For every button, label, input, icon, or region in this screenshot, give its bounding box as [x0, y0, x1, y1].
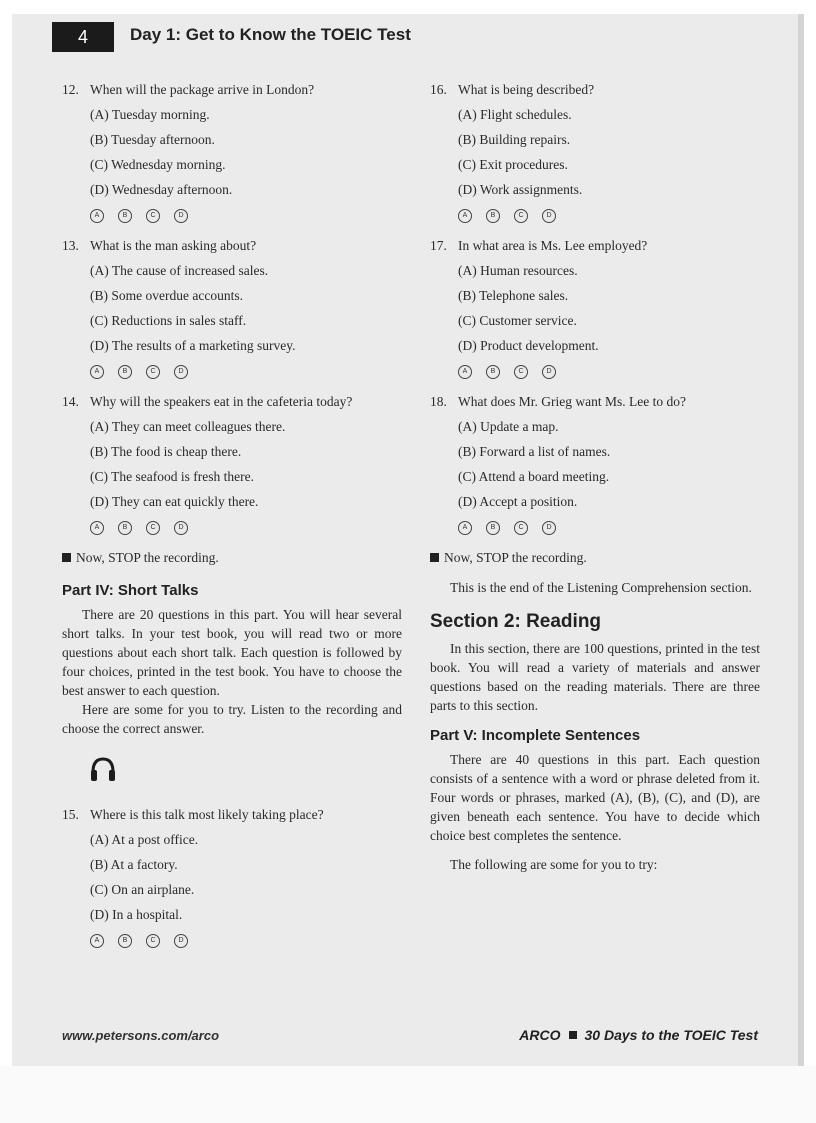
- question-item: [430, 390, 760, 542]
- question-text: What does Mr. Grieg want Ms. Lee to do?: [458, 394, 686, 409]
- answer-option: (B) Telephone sales.: [458, 288, 569, 303]
- footer-book-info: [519, 1027, 758, 1043]
- answer-bubble[interactable]: A: [90, 365, 104, 379]
- answer-bubbles: [62, 514, 402, 542]
- question-number: 16.: [430, 82, 447, 97]
- section-2-heading: Section 2: Reading: [430, 611, 602, 632]
- part-v-try-line: The following are some for you to try:: [450, 857, 658, 872]
- answer-bubble[interactable]: B: [118, 521, 132, 535]
- answer-bubble[interactable]: D: [174, 209, 188, 223]
- answer-option: (D) Accept a position.: [458, 494, 578, 509]
- answer-option: (B) At a factory.: [90, 857, 178, 872]
- part-v-heading: Part V: Incomplete Sentences: [430, 727, 641, 744]
- answer-bubble[interactable]: B: [118, 934, 132, 948]
- answer-option: (A) Update a map.: [458, 419, 559, 434]
- answer-bubble[interactable]: D: [174, 521, 188, 535]
- answer-bubbles: [430, 358, 760, 386]
- scan-margin: [0, 1066, 816, 1123]
- answer-bubble[interactable]: A: [90, 209, 104, 223]
- question-list: [62, 78, 402, 542]
- answer-bubble[interactable]: C: [146, 521, 160, 535]
- question-stem: [430, 390, 760, 414]
- answer-bubbles: [430, 202, 760, 230]
- answer-bubble[interactable]: A: [458, 521, 472, 535]
- answer-option: (C) Reductions in sales staff.: [90, 313, 247, 328]
- answer-option: (D) Product development.: [458, 338, 599, 353]
- answer-option: (D) Work assignments.: [458, 182, 583, 197]
- answer-bubbles: [430, 514, 760, 542]
- stop-instruction: Now, STOP the recording.: [62, 546, 402, 570]
- answer-option: (C) Wednesday morning.: [90, 157, 226, 172]
- part-iv-heading: Part IV: Short Talks: [62, 582, 199, 599]
- answer-bubble[interactable]: C: [514, 209, 528, 223]
- answer-option: (A) Tuesday morning.: [90, 107, 210, 122]
- question-item: [430, 234, 760, 386]
- answer-option: (A) Flight schedules.: [458, 107, 572, 122]
- answer-option: (C) Attend a board meeting.: [458, 469, 610, 484]
- question-list: [430, 78, 760, 542]
- answer-option: (B) The food is cheap there.: [90, 444, 242, 459]
- question-item: [62, 234, 402, 386]
- stop-instruction: Now, STOP the recording.: [430, 546, 760, 570]
- part-iv-instruction: Here are some for you to try. Listen to the recording and choose the correct answer.: [62, 702, 402, 736]
- answer-option: (C) Exit procedures.: [458, 157, 568, 172]
- answer-option: (A) The cause of increased sales.: [90, 263, 269, 278]
- question-text: What is the man asking about?: [90, 238, 257, 253]
- question-text: When will the package arrive in London?: [90, 82, 315, 97]
- square-bullet-icon: [430, 553, 439, 562]
- question-stem: [430, 234, 760, 258]
- question-number: 12.: [62, 82, 79, 97]
- section-2-paragraph: In this section, there are 100 questions, printed in the test book. You will read a variety of materials and answer questions based on the reading materials. There are three parts to this section.: [430, 641, 760, 713]
- answer-option: (B) Forward a list of names.: [458, 444, 611, 459]
- answer-bubble[interactable]: C: [146, 209, 160, 223]
- answer-bubble[interactable]: B: [118, 365, 132, 379]
- question-text: In what area is Ms. Lee employed?: [458, 238, 648, 253]
- answer-bubbles: [62, 358, 402, 386]
- page-number-tab: 4: [52, 22, 114, 52]
- answer-bubble[interactable]: B: [118, 209, 132, 223]
- question-item: [62, 803, 402, 955]
- answer-bubbles: [62, 927, 402, 955]
- answer-bubble[interactable]: C: [146, 934, 160, 948]
- footer-website: www.petersons.com/arco: [62, 1028, 220, 1043]
- question-item: [430, 78, 760, 230]
- answer-bubble[interactable]: B: [486, 521, 500, 535]
- question-text: Where is this talk most likely taking place?: [90, 807, 324, 822]
- question-item: [62, 78, 402, 230]
- answer-option: (D) The results of a marketing survey.: [90, 338, 296, 353]
- answer-bubble[interactable]: A: [90, 521, 104, 535]
- answer-bubble[interactable]: C: [146, 365, 160, 379]
- question-stem: [62, 234, 402, 258]
- answer-option: (D) Wednesday afternoon.: [90, 182, 233, 197]
- question-number: 18.: [430, 394, 447, 409]
- answer-bubble[interactable]: A: [90, 934, 104, 948]
- footer-publisher: ARCO: [519, 1027, 561, 1043]
- answer-bubble[interactable]: A: [458, 209, 472, 223]
- question-stem: [430, 78, 760, 102]
- right-column: [430, 78, 760, 874]
- page-title: Day 1: Get to Know the TOEIC Test: [130, 25, 411, 44]
- question-text: What is being described?: [458, 82, 595, 97]
- square-bullet-icon: [569, 1031, 577, 1039]
- answer-bubble[interactable]: C: [514, 521, 528, 535]
- headphones-icon: [88, 754, 118, 784]
- answer-option: (A) Human resources.: [458, 263, 578, 278]
- answer-bubble[interactable]: D: [174, 365, 188, 379]
- answer-bubble[interactable]: D: [542, 209, 556, 223]
- question-stem: [62, 390, 402, 414]
- question-item: [62, 390, 402, 542]
- answer-bubble[interactable]: D: [174, 934, 188, 948]
- question-list: [62, 803, 402, 955]
- question-number: 15.: [62, 807, 79, 822]
- answer-bubble[interactable]: B: [486, 365, 500, 379]
- answer-option: (B) Building repairs.: [458, 132, 571, 147]
- answer-option: (B) Some overdue accounts.: [90, 288, 243, 303]
- answer-bubbles: [62, 202, 402, 230]
- answer-bubble[interactable]: A: [458, 365, 472, 379]
- answer-option: (C) Customer service.: [458, 313, 577, 328]
- answer-bubble[interactable]: D: [542, 521, 556, 535]
- question-number: 17.: [430, 238, 447, 253]
- answer-option: (C) The seafood is fresh there.: [90, 469, 254, 484]
- answer-option: (D) They can eat quickly there.: [90, 494, 259, 509]
- square-bullet-icon: [62, 553, 71, 562]
- answer-option: (B) Tuesday afternoon.: [90, 132, 215, 147]
- answer-bubble[interactable]: C: [514, 365, 528, 379]
- answer-option: (D) In a hospital.: [90, 907, 183, 922]
- question-stem: [62, 803, 402, 827]
- answer-bubble[interactable]: B: [486, 209, 500, 223]
- question-stem: [62, 78, 402, 102]
- answer-bubble[interactable]: D: [542, 365, 556, 379]
- end-of-listening-note: This is the end of the Listening Comprehension section.: [450, 580, 752, 595]
- left-column: [62, 78, 402, 959]
- footer-book-title: 30 Days to the TOEIC Test: [584, 1027, 758, 1043]
- answer-option: (A) At a post office.: [90, 832, 199, 847]
- part-iv-paragraph: There are 20 questions in this part. You will hear several short talks. In your test book, you will read two or more questions about each short talk. Each question is followed by four choices, printed in the test book. You have to choose the best answer to each question.: [62, 607, 402, 698]
- answer-option: (A) They can meet colleagues there.: [90, 419, 286, 434]
- question-number: 14.: [62, 394, 79, 409]
- answer-option: (C) On an airplane.: [90, 882, 195, 897]
- part-v-paragraph: There are 40 questions in this part. Each question consists of a sentence with a word or phrase deleted from it. Four words or phrases, marked (A), (B), (C), and (D), are given beneath each sentence. You have to decide which choice best completes the sentence.: [430, 752, 760, 843]
- question-number: 13.: [62, 238, 79, 253]
- question-text: Why will the speakers eat in the cafeteria today?: [90, 394, 353, 409]
